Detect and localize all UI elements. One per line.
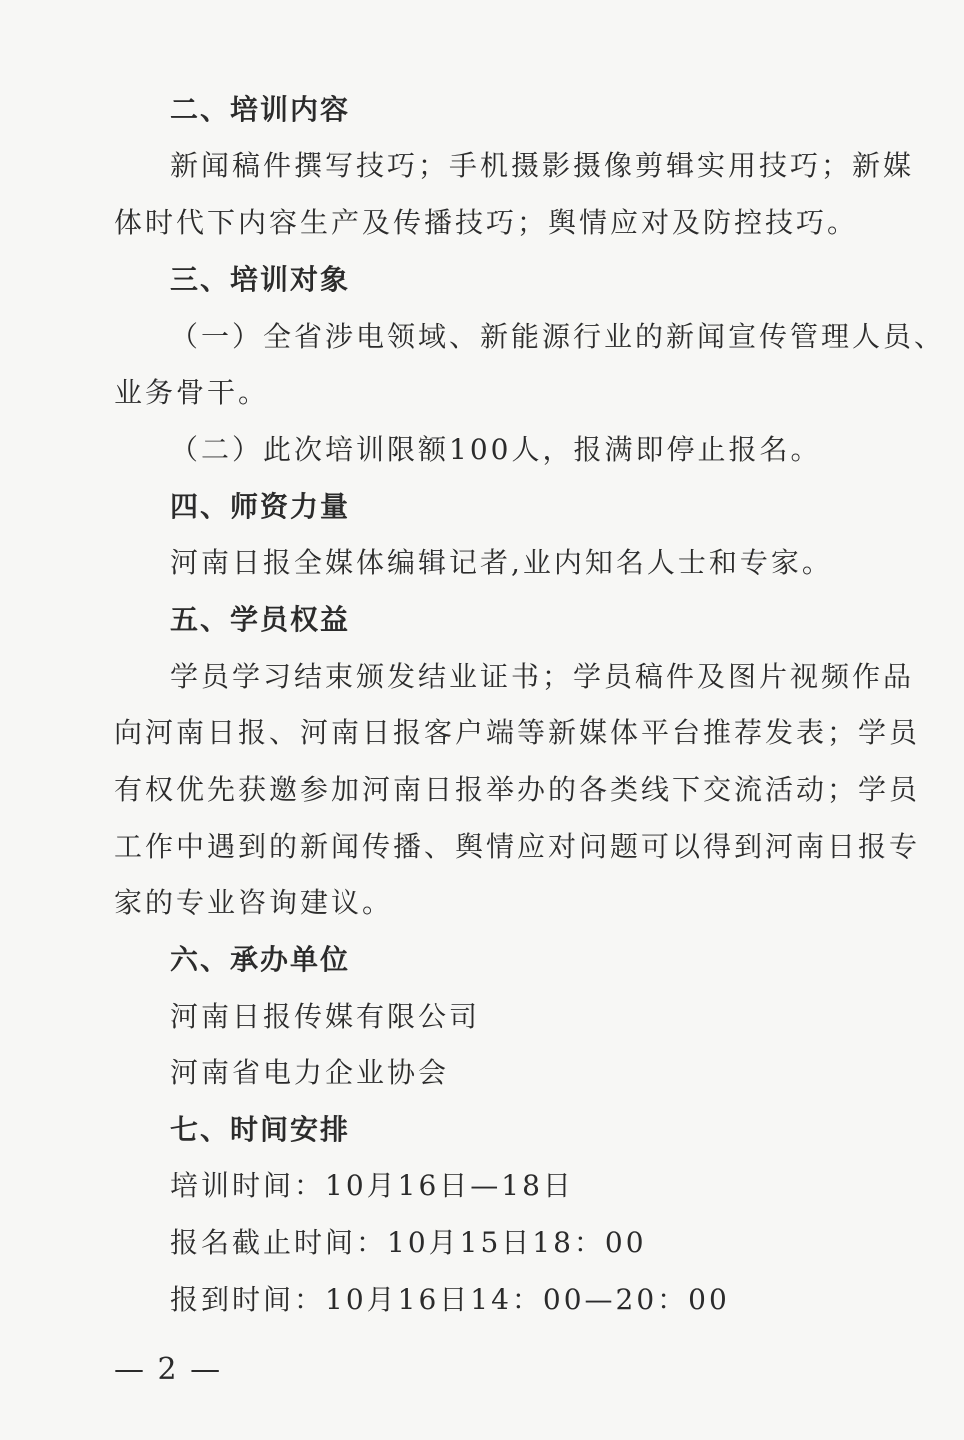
paragraph-line: 报到时间：10月16日14：00—20：00	[170, 1283, 730, 1316]
section-heading-schedule: 七、时间安排	[170, 1113, 351, 1146]
section-heading-benefits: 五、学员权益	[170, 603, 351, 636]
paragraph-line: （二）此次培训限额100人，报满即停止报名。	[170, 433, 822, 466]
section-heading-audience: 三、培训对象	[170, 263, 351, 296]
section-heading-content: 二、培训内容	[170, 93, 351, 126]
paragraph-line: 培训时间：10月16日—18日	[170, 1169, 574, 1202]
paragraph-line: 向河南日报、河南日报客户端等新媒体平台推荐发表；学员	[114, 716, 921, 749]
paragraph-line: 新闻稿件撰写技巧；手机摄影摄像剪辑实用技巧；新媒	[170, 149, 915, 182]
paragraph-line: 河南日报传媒有限公司	[170, 1000, 481, 1033]
paragraph-line: 体时代下内容生产及传播技巧；舆情应对及防控技巧。	[114, 206, 859, 239]
paragraph-line: 工作中遇到的新闻传播、舆情应对问题可以得到河南日报专	[114, 830, 921, 863]
paragraph-line: 学员学习结束颁发结业证书；学员稿件及图片视频作品	[170, 660, 915, 693]
paragraph-line: 家的专业咨询建议。	[114, 886, 394, 919]
paragraph-line: 业务骨干。	[114, 376, 270, 409]
paragraph-line: 报名截止时间：10月15日18：00	[170, 1226, 647, 1259]
paragraph-line: 有权优先获邀参加河南日报举办的各类线下交流活动；学员	[114, 773, 921, 806]
section-heading-organizers: 六、承办单位	[170, 943, 351, 976]
section-heading-faculty: 四、师资力量	[170, 490, 351, 523]
paragraph-line: 河南省电力企业协会	[170, 1056, 450, 1089]
paragraph-line: 河南日报全媒体编辑记者,业内知名人士和专家。	[170, 546, 833, 579]
page-number: — 2 —	[114, 1352, 223, 1387]
paragraph-line: （一）全省涉电领域、新能源行业的新闻宣传管理人员、	[170, 320, 946, 353]
